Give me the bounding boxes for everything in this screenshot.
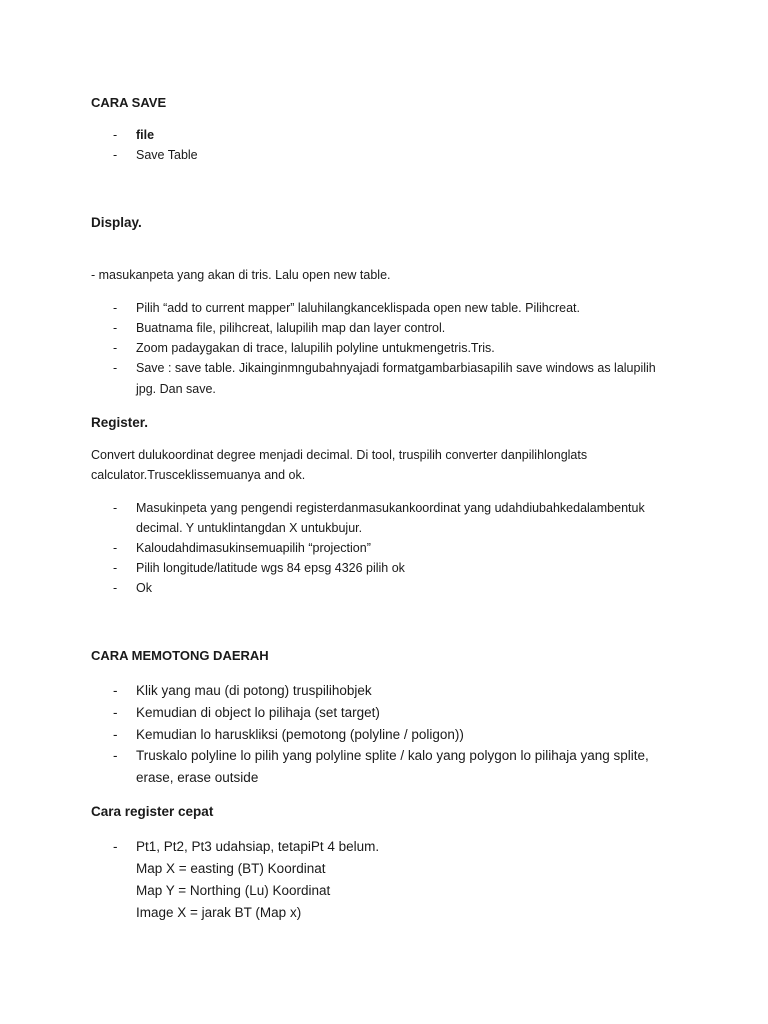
list-item-continuation: Map X = easting (BT) Koordinat bbox=[136, 861, 326, 876]
list-bullet: - bbox=[113, 581, 118, 595]
paragraph-line: Convert dulukoordinat degree menjadi decimal. Di tool, truspilih converter danpilihlonglats bbox=[91, 448, 588, 462]
list-bullet: - bbox=[113, 561, 118, 575]
list-item: Pilih longitude/latitude wgs 84 epsg 4326 pilih ok bbox=[136, 561, 405, 575]
list-item: file bbox=[136, 128, 155, 142]
list-item: Save : save table. Jikainginmngubahnyajadi formatgambarbiasapilih save windows as lalupilih bbox=[136, 361, 656, 375]
list-item-continuation: erase, erase outside bbox=[136, 770, 259, 785]
list-item: Buatnama file, pilihcreat, lalupilih map dan layer control. bbox=[136, 321, 446, 335]
paragraph-line: calculator.Trusceklissemuanya and ok. bbox=[91, 468, 306, 482]
list-item: Ok bbox=[136, 581, 152, 595]
list-bullet: - bbox=[113, 839, 118, 854]
list-item: Kaloudahdimasukinsemuapilih “projection” bbox=[136, 541, 371, 555]
list-item: Zoom padaygakan di trace, lalupilih polyline untukmengetris.Tris. bbox=[136, 341, 495, 355]
list-item: Kemudian lo haruskliksi (pemotong (polyline / poligon)) bbox=[136, 727, 464, 742]
list-item: Pilih “add to current mapper” laluhilangkanceklispada open new table. Pilihcreat. bbox=[136, 301, 581, 315]
list-item: Save Table bbox=[136, 148, 198, 162]
section-title-cara-save: CARA SAVE bbox=[91, 95, 167, 110]
list-bullet: - bbox=[113, 341, 118, 355]
list-item-continuation: Image X = jarak BT (Map x) bbox=[136, 905, 302, 920]
list-bullet: - bbox=[113, 683, 118, 698]
list-bullet: - bbox=[113, 361, 118, 375]
list-bullet: - bbox=[113, 541, 118, 555]
list-bullet: - bbox=[113, 727, 118, 742]
list-bullet: - bbox=[113, 301, 118, 315]
list-item-continuation: Map Y = Northing (Lu) Koordinat bbox=[136, 883, 331, 898]
list-bullet: - bbox=[113, 148, 118, 162]
section-title-register: Register. bbox=[91, 415, 149, 430]
list-item: Masukinpeta yang pengendi registerdanmasukankoordinat yang udahdiubahkedalambentuk bbox=[136, 501, 645, 515]
section-title-display: Display. bbox=[91, 215, 142, 230]
list-bullet: - bbox=[113, 501, 118, 515]
section-title-cara-register-cepat: Cara register cepat bbox=[91, 804, 214, 819]
section-title-cara-memotong: CARA MEMOTONG DAERAH bbox=[91, 648, 269, 663]
list-item: Klik yang mau (di potong) truspilihobjek bbox=[136, 683, 372, 698]
paragraph: - masukanpeta yang akan di tris. Lalu open new table. bbox=[91, 268, 391, 282]
list-item: Pt1, Pt2, Pt3 udahsiap, tetapiPt 4 belum. bbox=[136, 839, 380, 854]
list-item: Kemudian di object lo pilihaja (set target) bbox=[136, 705, 380, 720]
list-bullet: - bbox=[113, 128, 118, 142]
list-bullet: - bbox=[113, 705, 118, 720]
list-bullet: - bbox=[113, 321, 118, 335]
list-item-continuation: decimal. Y untuklintangdan X untukbujur. bbox=[136, 521, 363, 535]
list-item-continuation: jpg. Dan save. bbox=[136, 382, 216, 396]
list-bullet: - bbox=[113, 748, 118, 763]
list-item: Truskalo polyline lo pilih yang polyline splite / kalo yang polygon lo pilihaja yang splite, bbox=[136, 748, 649, 763]
